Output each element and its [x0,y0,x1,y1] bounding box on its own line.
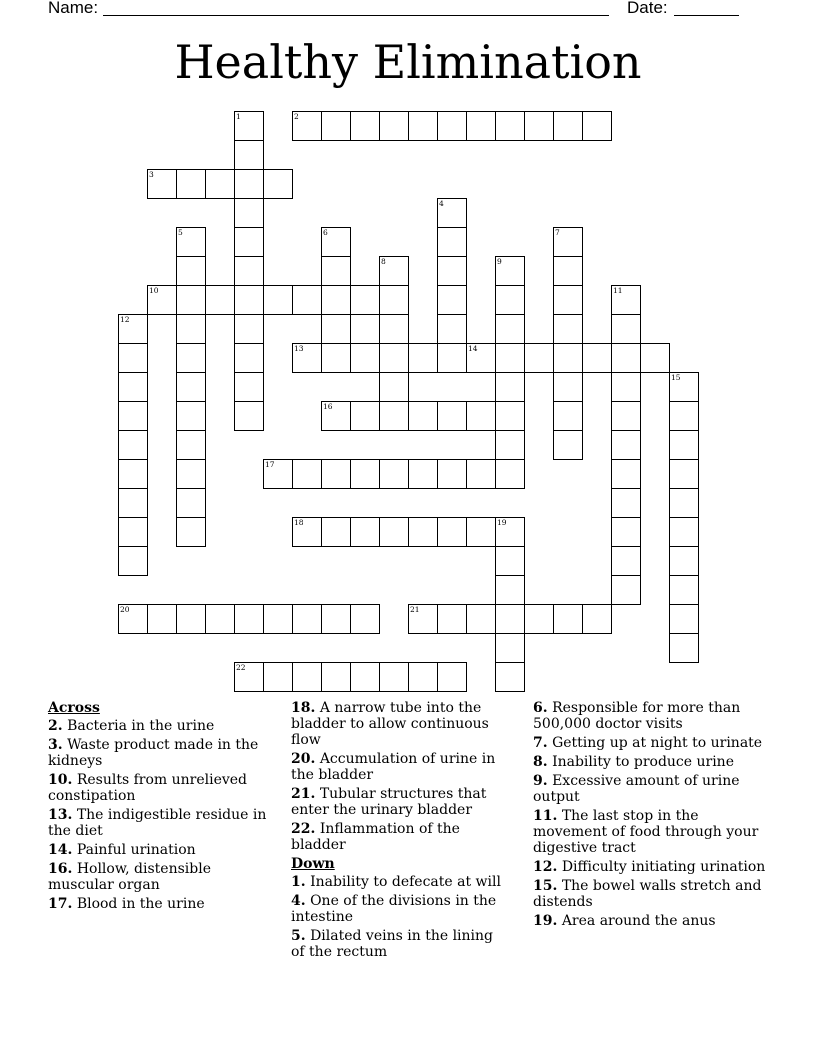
clue-item [48,896,273,912]
crossword-cell[interactable] [292,662,322,692]
clue-item-text: Hollow, distensible muscular organ [48,861,211,893]
crossword-cell[interactable] [118,372,148,402]
crossword-cell[interactable] [495,633,525,663]
clue-item-text: The last stop in the movement of food through your digestive tract [533,808,759,856]
crossword-cell[interactable] [118,517,148,547]
crossword-cell[interactable] [582,604,612,634]
crossword-cell[interactable] [176,372,206,402]
clue-number: 2 [294,112,299,121]
clue-item-number: 2. [48,718,63,734]
crossword-cell[interactable] [147,169,177,199]
crossword-cell[interactable] [408,662,438,692]
crossword-cell[interactable] [611,488,641,518]
crossword-cell[interactable] [321,285,351,315]
clue-item-text: Excessive amount of urine output [533,773,740,805]
crossword-cell[interactable] [321,459,351,489]
crossword-cell[interactable] [234,604,264,634]
crossword-cell[interactable] [205,169,235,199]
crossword-cell[interactable] [495,517,525,547]
crossword-cell[interactable] [553,430,583,460]
crossword-cell[interactable] [350,343,380,373]
crossword-cell[interactable] [263,285,293,315]
crossword-cell[interactable] [437,314,467,344]
clue-number: 15 [671,373,681,382]
crossword-cell[interactable] [292,111,322,141]
clue-column [291,700,511,963]
clue-number: 16 [323,402,333,411]
clue-item-text: Accumulation of urine in the bladder [291,751,496,783]
clue-number: 22 [236,663,246,672]
crossword-cell[interactable] [437,343,467,373]
crossword-cell[interactable] [263,662,293,692]
crossword-cell[interactable] [292,343,322,373]
crossword-cell[interactable] [321,111,351,141]
clue-item-text: The indigestible residue in the diet [48,807,267,839]
crossword-cell[interactable] [611,314,641,344]
crossword-cell[interactable] [669,372,699,402]
crossword-cell[interactable] [234,111,264,141]
clue-number: 18 [294,518,304,527]
clue-item [533,859,768,875]
crossword-cell[interactable] [176,314,206,344]
clue-item [291,821,511,853]
crossword-cell[interactable] [176,459,206,489]
crossword-cell[interactable] [437,401,467,431]
crossword-cell[interactable] [611,546,641,576]
clue-number: 9 [497,257,502,266]
crossword-cell[interactable] [611,343,641,373]
clue-item-text: Getting up at night to urinate [552,735,763,751]
clue-number: 20 [120,605,130,614]
crossword-cell[interactable] [669,546,699,576]
clue-item [48,842,273,858]
crossword-cell[interactable] [350,459,380,489]
crossword-cell[interactable] [176,604,206,634]
clue-item [533,808,768,856]
clue-item-number: 6. [533,700,548,716]
crossword-cell[interactable] [118,314,148,344]
clue-item-text: Results from unrelieved constipation [48,772,248,804]
crossword-cell[interactable] [437,517,467,547]
clue-item-number: 14. [48,842,73,858]
crossword-cell[interactable] [205,285,235,315]
crossword-cell[interactable] [118,604,148,634]
name-label: Name: [48,0,99,17]
crossword-cell[interactable] [611,430,641,460]
crossword-cell[interactable] [234,169,264,199]
crossword-cell[interactable] [350,285,380,315]
crossword-cell[interactable] [321,662,351,692]
crossword-cell[interactable] [669,401,699,431]
crossword-cell[interactable] [408,517,438,547]
clue-item [291,893,511,925]
crossword-cell[interactable] [553,604,583,634]
clue-column [48,700,273,915]
crossword-cell[interactable] [495,546,525,576]
crossword-cell[interactable] [495,111,525,141]
crossword-cell[interactable] [466,401,496,431]
clue-item [533,773,768,805]
crossword-cell[interactable] [408,401,438,431]
crossword-cell[interactable] [379,662,409,692]
crossword-cell[interactable] [176,169,206,199]
crossword-cell[interactable] [379,343,409,373]
crossword-cell[interactable] [611,372,641,402]
crossword-cell[interactable] [669,488,699,518]
clue-heading: Across [48,700,100,716]
clue-item-text: Tubular structures that enter the urinary bladder [291,786,487,818]
crossword-cell[interactable] [292,285,322,315]
clue-item [291,928,511,960]
clue-item-number: 15. [533,878,558,894]
crossword-cell[interactable] [147,604,177,634]
crossword-cell[interactable] [437,604,467,634]
crossword-cell[interactable] [292,517,322,547]
crossword-cell[interactable] [408,459,438,489]
crossword-cell[interactable] [379,372,409,402]
clue-number: 5 [178,228,183,237]
crossword-cell[interactable] [553,401,583,431]
crossword-cell[interactable] [234,343,264,373]
crossword-cell[interactable] [176,488,206,518]
crossword-cell[interactable] [321,517,351,547]
crossword-cell[interactable] [118,343,148,373]
crossword-cell[interactable] [234,401,264,431]
crossword-cell[interactable] [466,604,496,634]
crossword-cell[interactable] [495,314,525,344]
clue-item [533,878,768,910]
clue-item [533,754,768,770]
clue-item [48,737,273,769]
crossword-cell[interactable] [292,459,322,489]
crossword-cell[interactable] [437,662,467,692]
clue-item [291,874,511,890]
clue-number: 13 [294,344,304,353]
clue-item [48,807,273,839]
crossword-cell[interactable] [321,343,351,373]
crossword-cell[interactable] [669,517,699,547]
clue-column [533,700,768,932]
clue-number: 10 [149,286,159,295]
crossword-cell[interactable] [611,517,641,547]
crossword-cell[interactable] [495,430,525,460]
crossword-cell[interactable] [466,343,496,373]
crossword-cell[interactable] [118,401,148,431]
clue-number: 4 [439,199,444,208]
clue-number: 14 [468,344,478,353]
page-title: Healthy Elimination [174,35,642,89]
crossword-cell[interactable] [263,604,293,634]
crossword-cell[interactable] [553,111,583,141]
crossword-cell[interactable] [553,256,583,286]
clue-item-number: 1. [291,874,306,890]
crossword-cell[interactable] [176,227,206,257]
clue-item-number: 7. [533,735,548,751]
crossword-cell[interactable] [611,575,641,605]
crossword-cell[interactable] [466,111,496,141]
crossword-cell[interactable] [379,517,409,547]
crossword-cell[interactable] [263,459,293,489]
crossword-cell[interactable] [553,343,583,373]
crossword-cell[interactable] [437,227,467,257]
clue-item-number: 8. [533,754,548,770]
clue-item-number: 13. [48,807,73,823]
crossword-cell[interactable] [408,111,438,141]
crossword-cell[interactable] [321,401,351,431]
crossword-cell[interactable] [176,430,206,460]
clue-item-number: 10. [48,772,73,788]
clue-number: 3 [149,170,154,179]
clue-number: 11 [613,286,623,295]
crossword-cell[interactable] [669,430,699,460]
crossword-cell[interactable] [582,111,612,141]
crossword-cell[interactable] [234,285,264,315]
clue-item-number: 4. [291,893,306,909]
clue-item-number: 21. [291,786,316,802]
crossword-cell[interactable] [553,372,583,402]
clue-item-text: A narrow tube into the bladder to allow continuous flow [291,700,489,748]
crossword-cell[interactable] [234,314,264,344]
crossword-cell[interactable] [553,314,583,344]
crossword-cell[interactable] [553,285,583,315]
clue-item-number: 16. [48,861,73,877]
crossword-cell[interactable] [466,517,496,547]
clue-number: 7 [555,228,560,237]
crossword-cell[interactable] [118,546,148,576]
crossword-cell[interactable] [379,111,409,141]
crossword-cell[interactable] [176,517,206,547]
clue-number: 8 [381,257,386,266]
crossword-cell[interactable] [437,198,467,228]
clue-item-number: 11. [533,808,558,824]
crossword-cell[interactable] [553,227,583,257]
crossword-cell[interactable] [437,285,467,315]
clue-item-number: 19. [533,913,558,929]
crossword-cell[interactable] [495,459,525,489]
crossword-cell[interactable] [118,459,148,489]
crossword-cell[interactable] [234,256,264,286]
crossword-cell[interactable] [524,111,554,141]
crossword-cell[interactable] [669,633,699,663]
crossword-cell[interactable] [437,256,467,286]
clue-item [291,786,511,818]
crossword-cell[interactable] [118,430,148,460]
crossword-cell[interactable] [350,401,380,431]
clue-number: 1 [236,112,241,121]
crossword-cell[interactable] [234,372,264,402]
clue-item-text: Inability to produce urine [552,754,734,770]
clue-item-text: The bowel walls stretch and distends [533,878,762,910]
crossword-cell[interactable] [379,459,409,489]
clue-item-text: Bacteria in the urine [67,718,215,734]
crossword-cell[interactable] [176,401,206,431]
clue-item [533,735,768,751]
crossword-cell[interactable] [379,285,409,315]
crossword-cell[interactable] [640,343,670,373]
crossword-cell[interactable] [263,169,293,199]
crossword-cell[interactable] [176,256,206,286]
crossword-cell[interactable] [495,604,525,634]
crossword-cell[interactable] [234,227,264,257]
crossword-cell[interactable] [437,111,467,141]
crossword-cell[interactable] [234,662,264,692]
crossword-cell[interactable] [611,401,641,431]
clue-item-number: 20. [291,751,316,767]
clue-item-text: Inflammation of the bladder [291,821,460,853]
clue-item-text: Area around the anus [561,913,716,929]
crossword-cell[interactable] [292,604,322,634]
crossword-cell[interactable] [350,604,380,634]
clue-item-number: 18. [291,700,316,716]
crossword-cell[interactable] [321,227,351,257]
clue-item-text: Blood in the urine [76,896,205,912]
crossword-cell[interactable] [350,111,380,141]
clue-item-text: Inability to defecate at will [310,874,501,890]
crossword-cell[interactable] [611,285,641,315]
crossword-cell[interactable] [234,198,264,228]
clue-item-text: Dilated veins in the lining of the rectum [291,928,494,960]
crossword-cell[interactable] [408,604,438,634]
clue-number: 19 [497,518,507,527]
crossword-cell[interactable] [495,401,525,431]
crossword-cell[interactable] [176,285,206,315]
clue-item-text: Waste product made in the kidneys [48,737,259,769]
crossword-cell[interactable] [205,604,235,634]
crossword-cell[interactable] [408,343,438,373]
clue-item-number: 3. [48,737,63,753]
crossword-cell[interactable] [176,343,206,373]
clue-number: 17 [265,460,275,469]
clue-heading: Down [291,856,335,872]
clue-item [533,700,768,732]
crossword-cell[interactable] [669,459,699,489]
clue-number: 12 [120,315,130,324]
crossword-cell[interactable] [669,604,699,634]
crossword-cell[interactable] [611,459,641,489]
clue-item [291,751,511,783]
clue-item [48,772,273,804]
crossword-cell[interactable] [379,401,409,431]
clue-item [48,861,273,893]
crossword-cell[interactable] [495,575,525,605]
crossword-cell[interactable] [147,285,177,315]
crossword-cell[interactable] [437,459,467,489]
crossword-cell[interactable] [350,662,380,692]
crossword-cell[interactable] [321,314,351,344]
crossword-cell[interactable] [524,343,554,373]
crossword-cell[interactable] [582,343,612,373]
crossword-cell[interactable] [350,517,380,547]
crossword-cell[interactable] [495,372,525,402]
crossword-cell[interactable] [234,140,264,170]
clue-item [533,913,768,929]
clue-item [291,700,511,748]
clue-item-number: 9. [533,773,548,789]
crossword-cell[interactable] [524,604,554,634]
clue-number: 6 [323,228,328,237]
clue-item-text: Difficulty initiating urination [561,859,766,875]
crossword-cell[interactable] [379,256,409,286]
clue-item-number: 17. [48,896,73,912]
crossword-cell[interactable] [495,343,525,373]
clue-item-text: Painful urination [76,842,196,858]
crossword-cell[interactable] [321,256,351,286]
clue-item-number: 5. [291,928,306,944]
crossword-cell[interactable] [379,314,409,344]
crossword-cell[interactable] [669,575,699,605]
crossword-cell[interactable] [495,662,525,692]
date-label: Date: [627,0,668,17]
crossword-cell[interactable] [321,604,351,634]
clue-item-text: One of the divisions in the intestine [291,893,497,925]
clue-number: 21 [410,605,420,614]
crossword-cell[interactable] [466,459,496,489]
clue-item-number: 12. [533,859,558,875]
crossword-cell[interactable] [495,285,525,315]
clue-item-text: Responsible for more than 500,000 doctor visits [533,700,741,732]
crossword-cell[interactable] [495,256,525,286]
crossword-cell[interactable] [118,488,148,518]
clue-item [48,718,273,734]
clue-item-number: 22. [291,821,316,837]
